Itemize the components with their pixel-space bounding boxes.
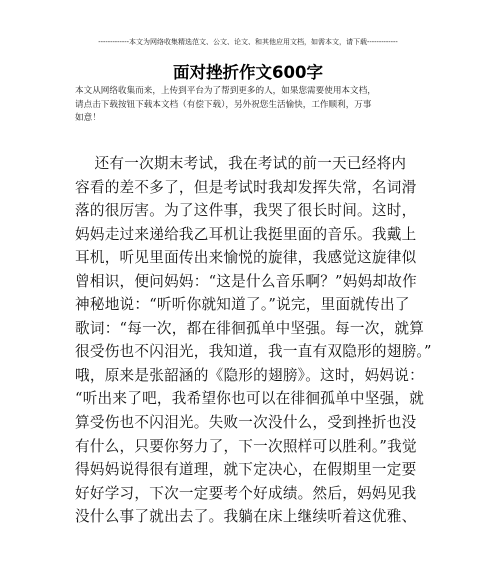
- body-line: 很受伤也不闪泪光，我知道，我一直有双隐形的翅膀。”: [75, 343, 432, 361]
- body-line: 妈妈走过来递给我乙耳机让我挺里面的音乐。我戴上: [75, 225, 417, 243]
- body-line: 得妈妈说得很有道理，就下定决心，在假期里一定要: [75, 461, 417, 479]
- body-line: “听出来了吧，我希望你也可以在徘徊孤单中坚强，就: [75, 390, 425, 408]
- body-line: 还有一次期末考试，我在考试的前一天已经将内: [75, 155, 407, 172]
- disclaimer-line: 如意！: [75, 113, 101, 123]
- body-line: 好好学习，下次一定要考个好成绩。然后，妈妈见我: [75, 484, 417, 502]
- disclaimer-line: 请点击下载按钮下载本文档（有偿下载），另外祝您生活愉快，工作顺利，万事: [75, 99, 372, 110]
- body-line: 耳机，听见里面传出来愉悦的旋律，我感觉这旋律似: [75, 249, 417, 267]
- disclaimer-line: 本文从网络收集而来，上传到平台为了帮到更多的人，如果您需要使用本文档，: [75, 86, 376, 96]
- header-note: -------------本文为网络收集精选范文、公文、论文、和其他应用文档，如需本文，请下载-------------: [98, 38, 398, 46]
- page-title: 面对挫折作文600字: [173, 63, 323, 82]
- essay-body: [75, 152, 432, 529]
- body-line: 曾相识，便问妈妈：“这是什么音乐啊？”妈妈却故作: [75, 272, 417, 290]
- disclaimer: [75, 85, 423, 126]
- body-line: 有什么，只要你努力了，下一次照样可以胜利。”我觉: [75, 437, 417, 455]
- body-line: 歌词：“每一次，都在徘徊孤单中坚强。每一次，就算: [75, 319, 425, 337]
- body-line: 容看的差不多了，但是考试时我却发挥失常，名词滑: [75, 178, 417, 196]
- body-line: 没什么事了就出去了。我躺在床上继续听着这优雅、: [75, 508, 417, 526]
- body-line: 算受伤也不闪泪光。失败一次没什么，受到挫折也没: [75, 414, 417, 432]
- body-line: 神秘地说：“听听你就知道了。”说完，里面就传出了: [75, 296, 410, 314]
- body-line: 落的很厉害。为了这件事，我哭了很长时间。这时，: [75, 202, 417, 220]
- body-line: 哦，原来是张韶涵的《隐形的翅膀》。这时，妈妈说：: [75, 366, 424, 384]
